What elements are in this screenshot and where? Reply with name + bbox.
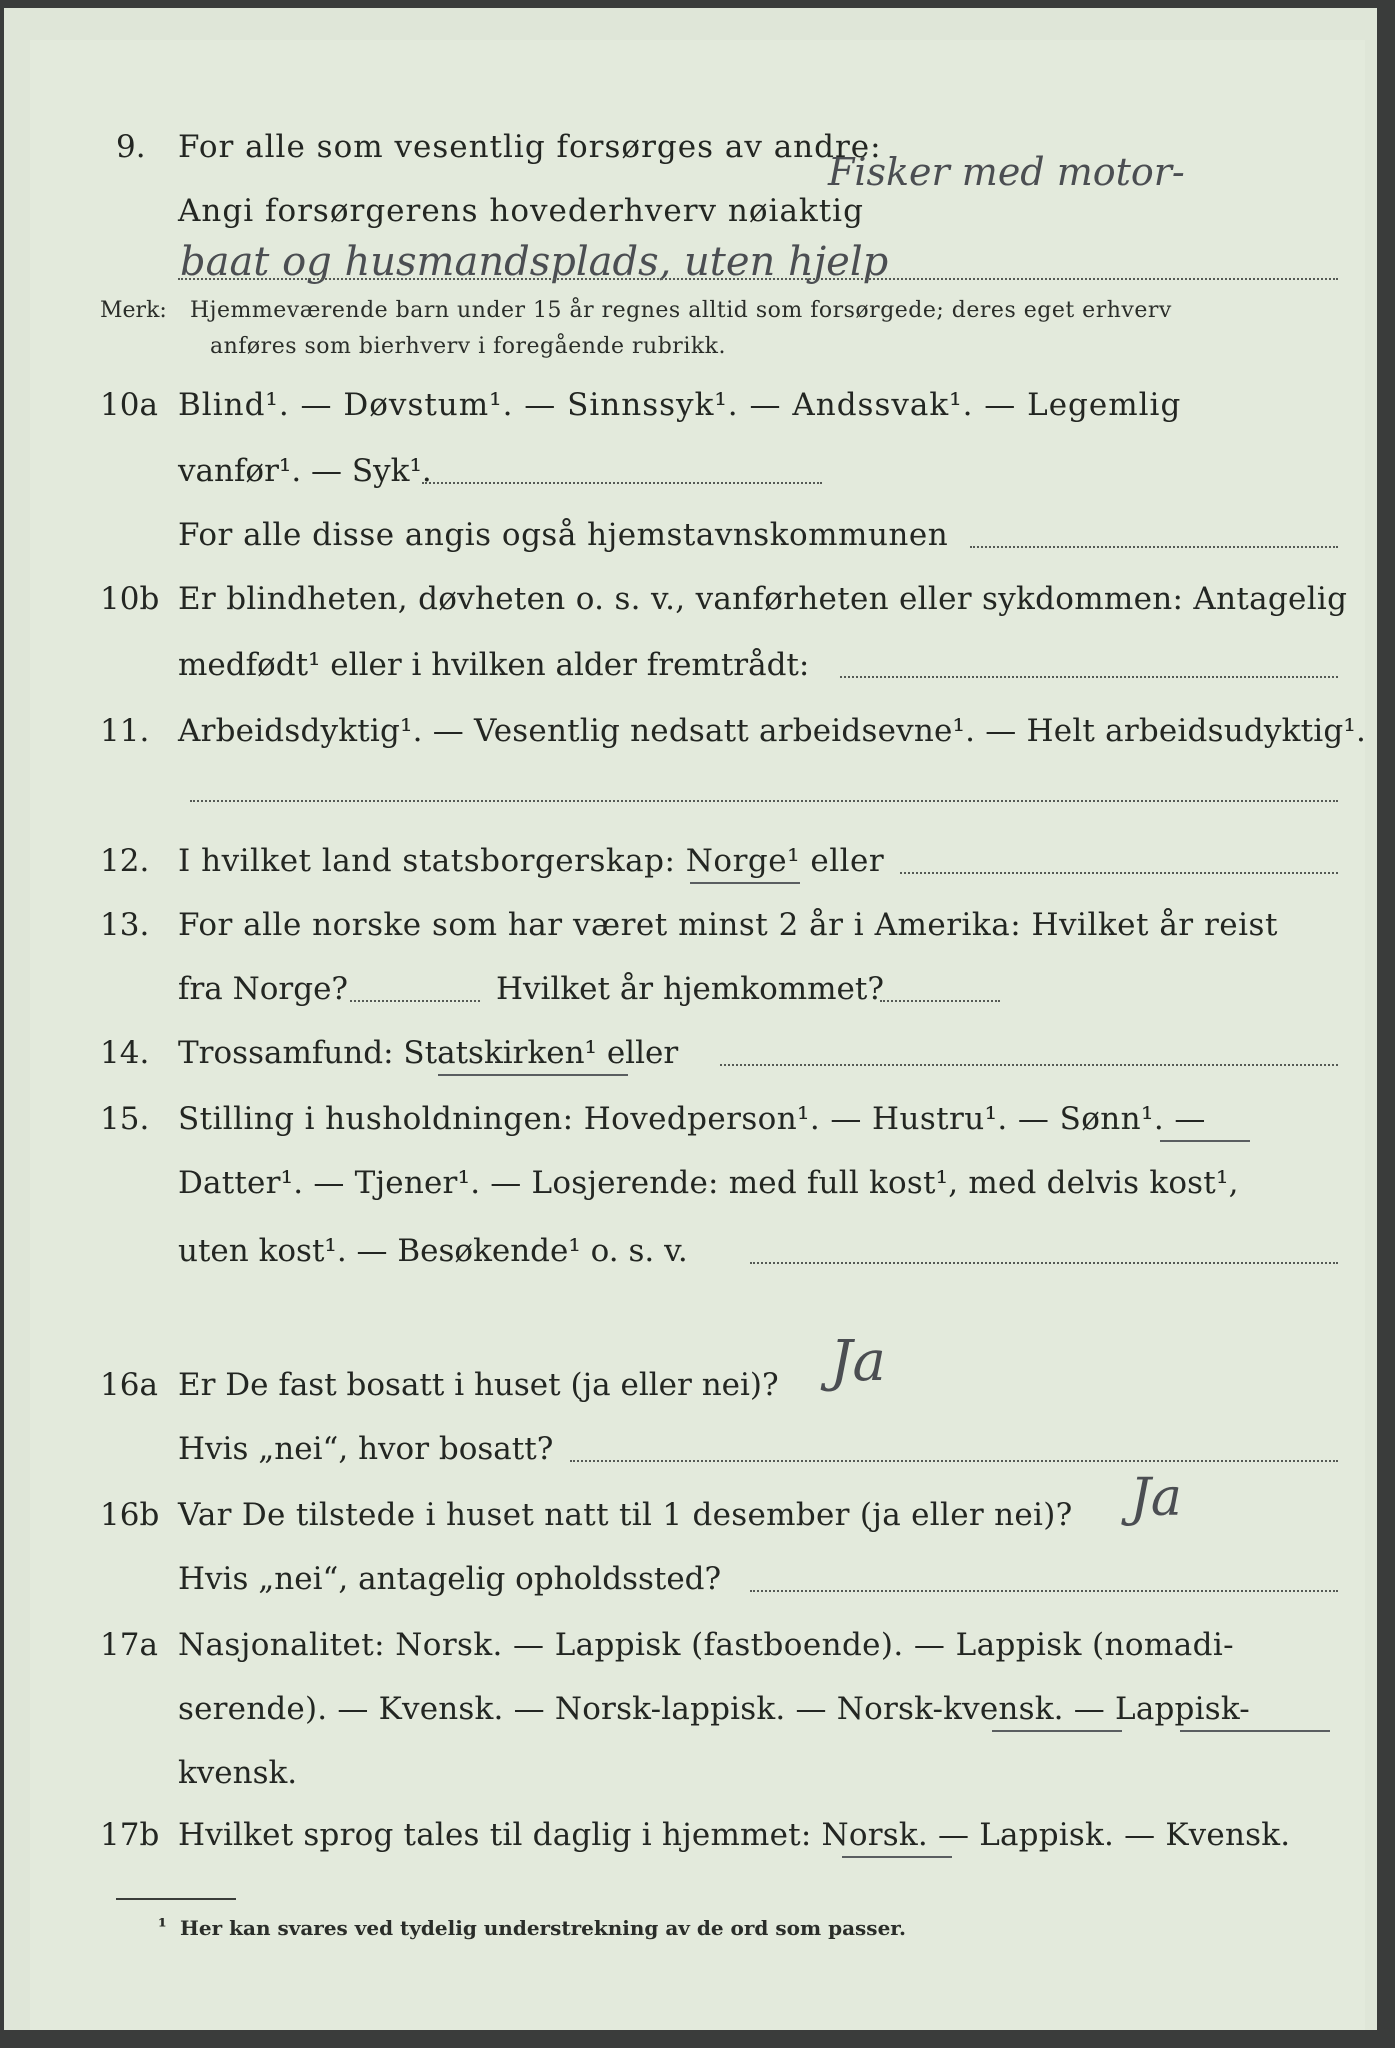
q16a-answer-line <box>570 1460 1338 1462</box>
q17a-kvensk-underline <box>992 1730 1122 1732</box>
q10a-line3: For alle disse angis også hjemstavnskommunen <box>178 517 949 553</box>
q17b-norsk-underline <box>842 1856 952 1858</box>
q10a-line1: Blind¹. — Døvstum¹. — Sinnssyk¹. — Andssvak¹. — Legemlig <box>178 387 1182 423</box>
q17a-line3: kvensk. <box>178 1755 298 1791</box>
q15-number: 15. <box>100 1101 150 1137</box>
q9-number: 9. <box>116 129 146 165</box>
q17a-number: 17a <box>100 1627 158 1663</box>
q10b-line1: Er blindheten, døvheten o. s. v., vanførheten eller sykdommen: Antagelig <box>178 581 1348 617</box>
q10b-number: 10b <box>100 581 160 617</box>
q13-line2b: Hvilket år hjemkommet? <box>496 971 884 1007</box>
merk-line1: Hjemmeværende barn under 15 år regnes alltid som forsørgede; deres eget erhverv <box>190 298 1172 323</box>
q17a-line2: serende). — Kvensk. — Norsk-lappisk. — Norsk-kvensk. — Lappisk- <box>178 1691 1250 1727</box>
q16b-handwritten-answer: Ja <box>1130 1468 1182 1528</box>
q9-line1: For alle som vesentlig forsørges av andre: <box>178 129 882 165</box>
q12-number: 12. <box>100 843 150 879</box>
q14-statskirken-underline <box>438 1074 628 1076</box>
merk-label: Merk: <box>100 298 167 323</box>
q9-handwritten-answer-1: Fisker med motor- <box>828 150 1185 194</box>
q17b-number: 17b <box>100 1817 160 1853</box>
footnote-mark: ¹ <box>158 1914 167 1938</box>
q10a-kommune-line <box>970 546 1338 548</box>
footnote-rule <box>116 1898 236 1900</box>
q10a-answer-line <box>422 482 822 484</box>
q16b-line1: Var De tilstede i huset natt til 1 desember (ja eller nei)? <box>178 1497 1073 1533</box>
q11-number: 11. <box>100 713 150 749</box>
q14-number: 14. <box>100 1035 150 1071</box>
q16b-line2: Hvis „nei“, antagelig opholdssted? <box>178 1561 722 1597</box>
q11-line1: Arbeidsdyktig¹. — Vesentlig nedsatt arbeidsevne¹. — Helt arbeidsudyktig¹. <box>178 713 1367 749</box>
q13-hjemkommet-line <box>880 1000 1000 1002</box>
q12-answer-line <box>900 872 1338 874</box>
q16a-line1: Er De fast bosatt i huset (ja eller nei)? <box>178 1367 779 1403</box>
q9-handwritten-answer-2: baat og husmandsplads, uten hjelp <box>180 239 889 285</box>
q17a-lappisk-underline <box>1180 1730 1330 1732</box>
q10a-number: 10a <box>100 387 158 423</box>
q9-answer-line <box>178 278 1338 280</box>
q12-line1: I hvilket land statsborgerskap: Norge¹ eller <box>178 843 885 879</box>
q16a-handwritten-answer: Ja <box>830 1329 886 1394</box>
q10a-line2: vanfør¹. — Syk¹. <box>178 453 432 489</box>
q16b-number: 16b <box>100 1497 160 1533</box>
q15-line1: Stilling i husholdningen: Hovedperson¹. — Hustru¹. — Sønn¹. — <box>178 1101 1206 1137</box>
census-form-page <box>30 40 1365 2030</box>
q15-line2: Datter¹. — Tjener¹. — Losjerende: med full kost¹, med delvis kost¹, <box>178 1165 1239 1201</box>
q13-reist-line <box>350 1000 480 1002</box>
q10b-answer-line <box>840 676 1338 678</box>
q17b-line1: Hvilket sprog tales til daglig i hjemmet: Norsk. — Lappisk. — Kvensk. <box>178 1817 1291 1853</box>
q13-line2a: fra Norge? <box>178 971 349 1007</box>
q12-norge-underline <box>690 882 800 884</box>
q16a-line2: Hvis „nei“, hvor bosatt? <box>178 1431 554 1467</box>
q11-answer-line <box>190 800 1338 802</box>
q16a-number: 16a <box>100 1367 158 1403</box>
q10b-line2: medfødt¹ eller i hvilken alder fremtrådt: <box>178 647 810 683</box>
footnote-text: Her kan svares ved tydelig understrekning av de ord som passer. <box>180 1916 906 1940</box>
q16b-answer-line <box>750 1590 1338 1592</box>
q15-answer-line <box>750 1262 1338 1264</box>
q9-line2: Angi forsørgerens hovederhverv nøiaktig <box>178 193 864 229</box>
q17a-line1: Nasjonalitet: Norsk. — Lappisk (fastboende). — Lappisk (nomadi- <box>178 1627 1235 1663</box>
merk-line2: anføres som bierhverv i foregående rubrikk. <box>210 334 727 359</box>
q14-answer-line <box>720 1064 1338 1066</box>
q15-line3: uten kost¹. — Besøkende¹ o. s. v. <box>178 1233 688 1269</box>
q15-sonn-underline <box>1160 1140 1250 1142</box>
q14-line1: Trossamfund: Statskirken¹ eller <box>178 1035 679 1071</box>
q13-number: 13. <box>100 907 150 943</box>
q13-line1: For alle norske som har været minst 2 år i Amerika: Hvilket år reist <box>178 907 1278 943</box>
